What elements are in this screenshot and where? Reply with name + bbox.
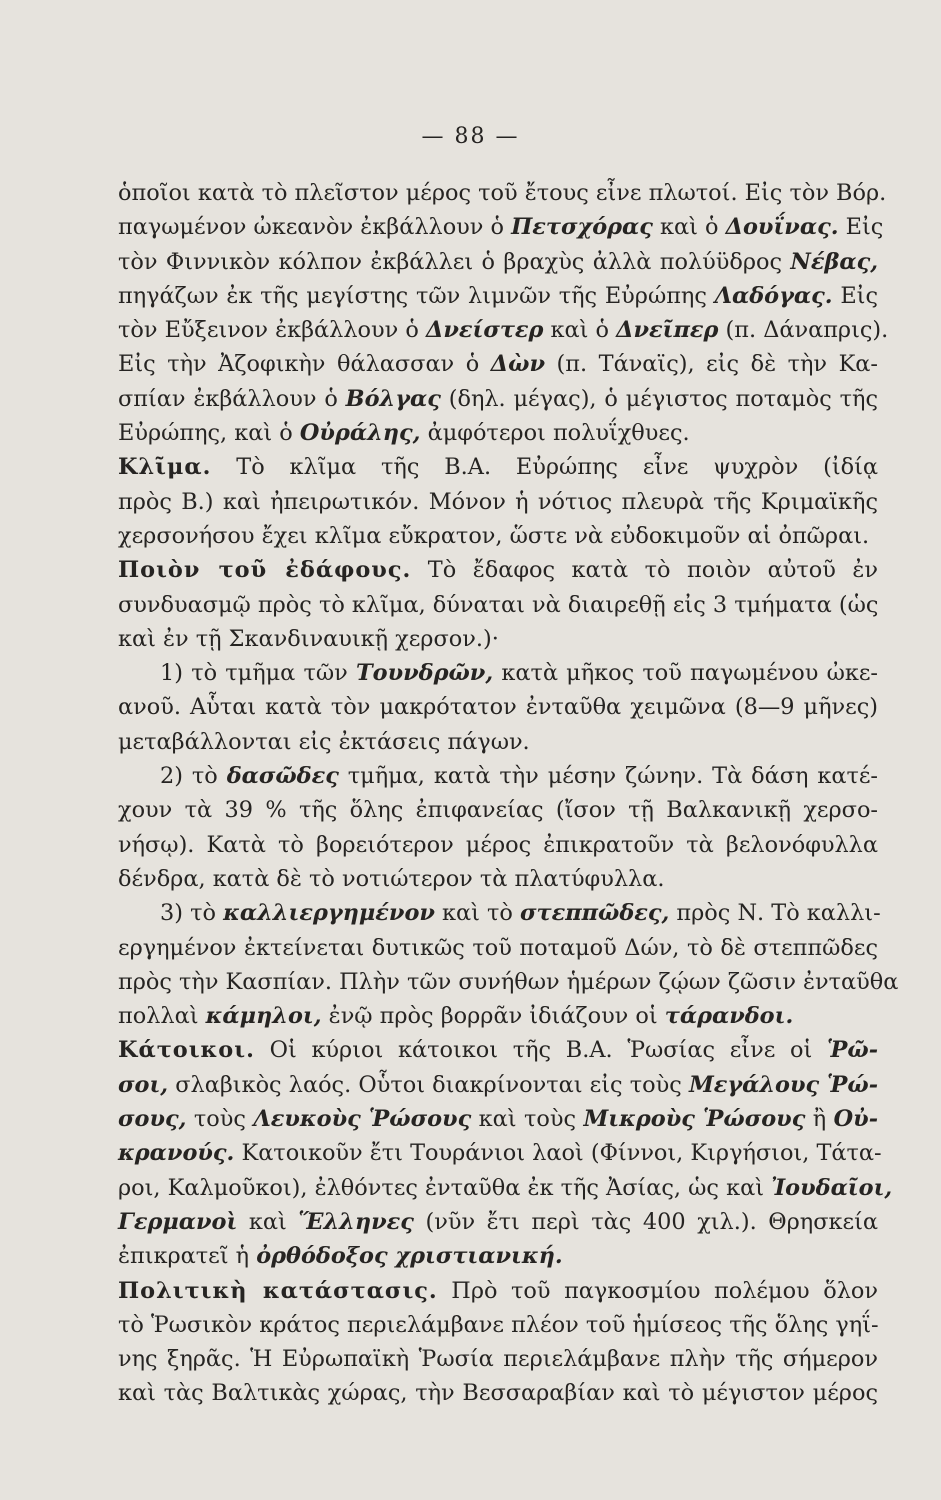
emphasis-term: καλλιεργημένον [223, 900, 435, 927]
emphasis-term: τάρανδοι. [664, 1003, 794, 1030]
text-run: καὶ τὸ [434, 900, 521, 927]
text-run: ανοῦ. Αὗται κατὰ τὸν μακρότατον ἐνταῦθα χειμῶνα (8—9 μῆνες) [118, 694, 878, 721]
text-run: Πρὸ τοῦ παγκοσμίου πολέμου ὅλον [437, 1277, 878, 1304]
text-line [118, 1136, 882, 1170]
text-run: Τὸ ἔδαφος κατὰ τὸ ποιὸν αὐτοῦ ἐν [411, 557, 878, 584]
text-run: Τὸ κλῖμα τῆς Β.Α. Εὐρώπης εἶνε ψυχρὸν (ἰδίᾳ [211, 454, 878, 481]
text-run: καὶ τὰς Βαλτικὰς χώρας, τὴν Βεσσαραβίαν καὶ τὸ μέγιστον μέρος [118, 1380, 878, 1407]
section-heading: Ποιὸν τοῦ ἐδάφους. [118, 557, 412, 584]
emphasis-term: Τουνδρῶν, [355, 660, 494, 687]
text-run: εργημένον ἐκτείνεται δυτικῶς τοῦ ποταμοῦ Δών, τὸ δὲ στεππῶδες [118, 934, 878, 961]
text-run: νήσῳ). Κατὰ τὸ βορειότερον μέρος ἐπικρατοῦν τὰ βελονόφυλλα [118, 831, 878, 858]
text-run: χερσονήσου ἔχει κλῖμα εὔκρατον, ὥστε νὰ εὐδοκιμοῦν αἱ ὀπῶραι. [118, 522, 870, 549]
emphasis-term: Πετσχόρας [511, 214, 653, 241]
section-heading: Κλῖμα. [118, 454, 212, 481]
text-run: τοὺς [186, 1106, 254, 1133]
text-line [118, 622, 878, 656]
text-line [118, 313, 889, 347]
text-line [118, 1205, 878, 1239]
text-line [118, 1342, 878, 1376]
emphasis-term: κάμηλοι, [205, 1003, 322, 1030]
text-run: ἀμφότεροι πολυΐχθυες. [420, 420, 690, 447]
text-line [118, 965, 899, 999]
text-line [118, 279, 878, 313]
text-line [118, 931, 878, 965]
text-line [118, 759, 878, 793]
text-run: κατὰ μῆκος τοῦ παγωμένου ὠκε- [493, 660, 878, 687]
emphasis-term: Δουΐνας. [725, 214, 839, 241]
emphasis-term: Δνεῖπερ [616, 317, 719, 344]
emphasis-term: Βόλγας [345, 385, 441, 412]
text-run: τὸ Ῥωσικὸν κράτος περιελάμβανε πλέον τοῦ ἡμίσεος τῆς ὅλης γηΐ- [118, 1311, 879, 1338]
text-run: συνδυασμῷ πρὸς τὸ κλῖμα, δύναται νὰ διαιρεθῇ εἰς 3 τμήματα (ὡς [118, 591, 879, 618]
text-run: παγωμένον ὠκεανὸν ἐκβάλλουν ὁ [118, 214, 512, 241]
text-run: καὶ ὁ [652, 214, 726, 241]
text-run: Εἰς [838, 214, 884, 241]
text-run: τὸν Εὔξεινον ἐκβάλλουν ὁ [118, 317, 426, 344]
text-run: ἐπικρατεῖ ἡ [118, 1243, 257, 1270]
section-heading: Κάτοικοι. [118, 1037, 255, 1064]
emphasis-term: Δὼν [490, 351, 545, 378]
emphasis-term: Λευκοὺς Ῥώσους [253, 1106, 472, 1133]
text-line [118, 793, 878, 827]
text-run: καὶ τοὺς [471, 1106, 584, 1133]
text-run: Εἰς [832, 282, 878, 309]
text-run: τμῆμα, κατὰ τὴν μέσην ζώνην. Τὰ δάση κατέ- [338, 763, 878, 790]
text-line [118, 862, 878, 896]
text-run: καὶ [237, 1208, 299, 1235]
text-run: (π. Τάναϊς), εἰς δὲ τὴν Κα- [544, 351, 878, 378]
text-run: τὸν Φιννικὸν κόλπον ἐκβάλλει ὁ βραχὺς ἀλλὰ πολύϋδρος [118, 248, 791, 275]
emphasis-term: Μικροὺς Ῥώσους [583, 1106, 806, 1133]
text-run: πολλαὶ [118, 1003, 206, 1030]
text-run: Εἰς τὴν Ἀζοφικὴν θάλασσαν ὁ [118, 351, 491, 378]
text-run: 2) τὸ [160, 763, 227, 790]
text-run: νης ξηρᾶς. Ἡ Εὐρωπαϊκὴ Ῥωσία περιελάμβανε πλὴν τῆς σήμερον [118, 1346, 878, 1373]
text-line [118, 485, 878, 519]
text-line [118, 828, 878, 862]
text-line [118, 1376, 878, 1410]
text-run: πρὸς Β.) καὶ ἠπειρωτικόν. Μόνον ἡ νότιος πλευρὰ τῆς Κριμαϊκῆς [118, 488, 878, 515]
text-line [118, 210, 884, 244]
text-line [118, 1033, 878, 1067]
text-run: (νῦν ἔτι περὶ τὰς 400 χιλ.). Θρησκεία [413, 1208, 878, 1235]
text-run: 1) τὸ τμῆμα τῶν [160, 660, 356, 687]
text-line [118, 382, 878, 416]
emphasis-term: κρανούς. [118, 1140, 235, 1167]
text-line [118, 416, 878, 450]
text-run: χουν τὰ 39 % τῆς ὅλης ἐπιφανείας (ἴσον τῇ Βαλκανικῇ χερσο- [118, 797, 878, 824]
text-line [118, 347, 878, 381]
text-line [118, 896, 881, 930]
emphasis-term: Ἰουδαῖοι, [771, 1174, 893, 1201]
text-run: δένδρα, κατὰ δὲ τὸ νοτιώτερον τὰ πλατύφυλλα. [118, 865, 665, 892]
emphasis-term: Ἕλληνες [298, 1208, 414, 1235]
text-run: καὶ ἐν τῇ Σκανδιναυικῇ χερσον.)· [118, 625, 499, 652]
text-run: καὶ ὁ [543, 317, 617, 344]
text-line [118, 1308, 878, 1342]
text-run: σπίαν ἐκβάλλουν ὁ [118, 385, 346, 412]
text-run: σλαβικὸς λαός. Οὗτοι διακρίνονται εἰς τοὺς [168, 1071, 689, 1098]
emphasis-term: Λαδόγας. [714, 282, 833, 309]
text-line [118, 690, 878, 724]
text-run: ἐνῷ πρὸς βορρᾶν ἰδιάζουν οἱ [321, 1003, 665, 1030]
emphasis-term: Οὐράλης, [299, 420, 421, 447]
text-run: Κατοικοῦν ἔτι Τουράνιοι λαοὶ (Φίννοι, Κιργήσιοι, Τάτα- [234, 1140, 882, 1167]
text-line [118, 656, 878, 690]
text-line [118, 725, 878, 759]
text-run: μεταβάλλονται εἰς ἐκτάσεις πάγων. [118, 728, 530, 755]
text-line [118, 1239, 878, 1273]
text-line [118, 999, 878, 1033]
text-line [118, 1274, 878, 1308]
text-line [118, 245, 878, 279]
emphasis-term: Οὐ- [833, 1106, 879, 1133]
text-run: ροι, Καλμοῦκοι), ἐλθόντες ἐνταῦθα ἐκ τῆς Ἀσίας, ὡς καὶ [118, 1174, 772, 1201]
text-line [118, 176, 887, 210]
emphasis-term: ὀρθόδοξος χριστιανική. [256, 1243, 563, 1270]
text-run: Οἱ κύριοι κάτοικοι τῆς Β.Α. Ῥωσίας εἶνε οἱ [254, 1037, 827, 1064]
emphasis-term: Γερμανοὶ [118, 1208, 238, 1235]
text-run: 3) τὸ [160, 900, 224, 927]
emphasis-term: σοι, [118, 1071, 169, 1098]
text-run: Εὐρώπης, καὶ ὁ [118, 420, 300, 447]
text-line [118, 519, 878, 553]
emphasis-term: σους, [118, 1106, 187, 1133]
emphasis-term: δασῶδες [226, 763, 339, 790]
emphasis-term: Ῥῶ- [827, 1037, 878, 1064]
emphasis-term: στεππῶδες, [520, 900, 670, 927]
text-run: ὁποῖοι κατὰ τὸ πλεῖστον μέρος τοῦ ἔτους εἶνε πλωτοί. Εἰς τὸν Βόρ. [118, 180, 887, 206]
text-line [118, 1171, 893, 1205]
text-line [118, 1068, 878, 1102]
text-line [118, 553, 878, 587]
body-text [118, 176, 899, 1411]
emphasis-term: Μεγάλους Ῥώ- [688, 1071, 878, 1098]
text-run: πρὸς τὴν Κασπίαν. Πλὴν τῶν συνήθων ἡμέρων ζῴων ζῶσιν ἐνταῦθα [118, 968, 899, 995]
page-number: — 88 — [421, 124, 520, 149]
section-heading: Πολιτικὴ κατάστασις. [118, 1277, 438, 1304]
text-line [118, 450, 878, 484]
text-line [118, 1102, 878, 1136]
text-run: (π. Δάναπρις). [718, 317, 889, 344]
text-line [118, 588, 878, 622]
emphasis-term: Νέβας, [790, 248, 878, 275]
text-run: πηγάζων ἐκ τῆς μεγίστης τῶν λιμνῶν τῆς Εὐρώπης [118, 282, 715, 309]
text-run: (δηλ. μέγας), ὁ μέγιστος ποταμὸς τῆς [440, 385, 878, 412]
emphasis-term: Δνείστερ [425, 317, 544, 344]
text-run: ἢ [805, 1106, 834, 1133]
text-run: πρὸς Ν. Τὸ καλλι- [669, 900, 881, 927]
